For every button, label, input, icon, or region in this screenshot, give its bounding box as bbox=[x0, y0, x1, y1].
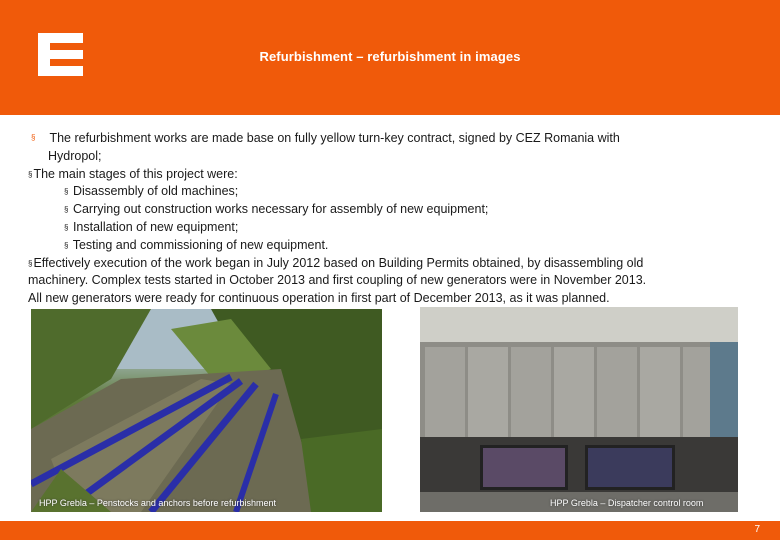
header-banner bbox=[0, 0, 780, 115]
execution-paragraph-cont: All new generators were ready for continuous operation in first part of December 2013, as it was planned. bbox=[28, 291, 610, 306]
stage-item: § Testing and commissioning of new equipment. bbox=[64, 237, 329, 252]
body-text bbox=[28, 129, 763, 308]
bullet-icon: § bbox=[28, 169, 33, 179]
left-photo-caption: HPP Grebla – Penstocks and anchors before refurbishment bbox=[39, 498, 276, 508]
stage-item: § Disassembly of old machines; bbox=[64, 184, 239, 199]
bullet-icon: § bbox=[64, 222, 69, 232]
penstocks-illustration bbox=[31, 309, 382, 512]
page-number: 7 bbox=[754, 524, 760, 535]
execution-paragraph-cont: machinery. Complex tests started in October 2013 and first coupling of new generators were in November 2013. bbox=[28, 273, 647, 288]
bullet-icon: § bbox=[64, 205, 69, 215]
control-room-illustration bbox=[420, 307, 738, 512]
bullet-icon: § bbox=[31, 133, 36, 142]
execution-paragraph: §Effectively execution of the work began in July 2012 based on Building Permits obtained, by disassembling old bbox=[28, 255, 644, 270]
bullet-icon: § bbox=[64, 187, 69, 197]
stage-item: § Installation of new equipment; bbox=[64, 219, 239, 234]
stages-heading: §The main stages of this project were: bbox=[28, 166, 238, 181]
footer-bar bbox=[0, 521, 780, 540]
bullet-icon: § bbox=[28, 258, 33, 268]
control-room-photo bbox=[420, 307, 738, 512]
intro-line: § The refurbishment works are made base on fully yellow turn-key contract, signed by CEZ Romania with bbox=[31, 131, 620, 145]
penstocks-photo bbox=[31, 309, 382, 512]
right-photo-caption: HPP Grebla – Dispatcher control room bbox=[550, 498, 704, 508]
page-title: Refurbishment – refurbishment in images bbox=[259, 49, 521, 64]
bullet-icon: § bbox=[64, 240, 69, 250]
intro-line-cont: Hydropol; bbox=[48, 148, 102, 163]
stage-item: § Carrying out construction works necessary for assembly of new equipment; bbox=[64, 202, 489, 217]
